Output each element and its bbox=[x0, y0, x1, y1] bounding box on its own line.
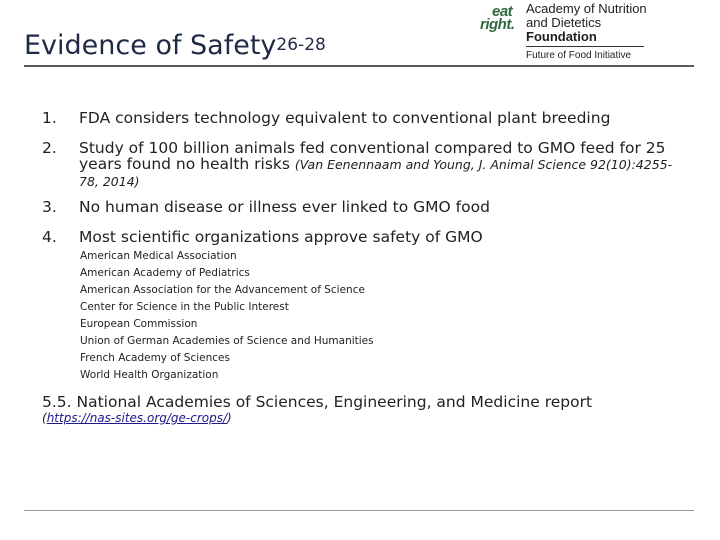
organization-list bbox=[80, 248, 374, 384]
list-item-text: Study of 100 billion animals fed conventional compared to GMO feed for 25 years found no health risks bbox=[79, 139, 666, 173]
organization-item: World Health Organization bbox=[80, 369, 219, 381]
logo-line-2: and Dietetics bbox=[526, 15, 602, 30]
report-citation bbox=[42, 411, 232, 425]
list-item-text: Most scientific organizations approve safety of GMO bbox=[79, 228, 483, 246]
logo-line-3: Foundation bbox=[526, 29, 597, 44]
report-line bbox=[42, 394, 592, 410]
logo-text bbox=[526, 2, 696, 62]
slide-title bbox=[24, 30, 326, 61]
organization-item: French Academy of Sciences bbox=[80, 352, 230, 364]
organization-item: American Association for the Advancement of Science bbox=[80, 284, 365, 296]
organization-item: Center for Science in the Public Interest bbox=[80, 301, 289, 313]
eat-right-logo-mark bbox=[480, 5, 522, 31]
report-link[interactable]: https://nas-sites.org/ge-crops/ bbox=[46, 411, 228, 425]
footer-divider bbox=[24, 510, 694, 511]
logo-mark-line-2: right. bbox=[480, 16, 515, 33]
list-item-number: 2. bbox=[42, 139, 57, 157]
list-item-text: No human disease or illness ever linked to GMO food bbox=[79, 198, 490, 216]
report-text: National Academies of Sciences, Engineering, and Medicine report bbox=[76, 393, 593, 411]
slide-title-text: Evidence of Safety bbox=[24, 30, 277, 61]
list-item-number: 1. bbox=[42, 109, 57, 127]
organization-item: American Medical Association bbox=[80, 250, 237, 262]
title-divider bbox=[24, 65, 694, 67]
report-number: 5.5. bbox=[42, 393, 72, 411]
logo-line-1: Academy of Nutrition bbox=[526, 1, 647, 16]
report-citation-close: ) bbox=[227, 411, 232, 425]
list-item-text: FDA considers technology equivalent to conventional plant breeding bbox=[79, 109, 611, 127]
organization-item: American Academy of Pediatrics bbox=[80, 267, 250, 279]
list-item-body bbox=[79, 140, 679, 190]
slide-title-superscript: 26-28 bbox=[276, 35, 326, 55]
list-item-number: 3. bbox=[42, 198, 57, 216]
logo-divider bbox=[526, 46, 644, 47]
list-item-number: 4. bbox=[42, 228, 57, 246]
organization-item: European Commission bbox=[80, 318, 198, 330]
logo-line-4: Future of Food Initiative bbox=[526, 50, 632, 61]
list-item-citation: (Van Eenennaam and Young, J. Animal Science 92(10):4255-78, 2014) bbox=[79, 157, 673, 189]
report-citation-open: ( bbox=[42, 411, 47, 425]
foundation-logo bbox=[480, 2, 694, 64]
logo-mark-line-1: eat bbox=[492, 3, 513, 20]
organization-item: Union of German Academies of Science and Humanities bbox=[80, 335, 374, 347]
